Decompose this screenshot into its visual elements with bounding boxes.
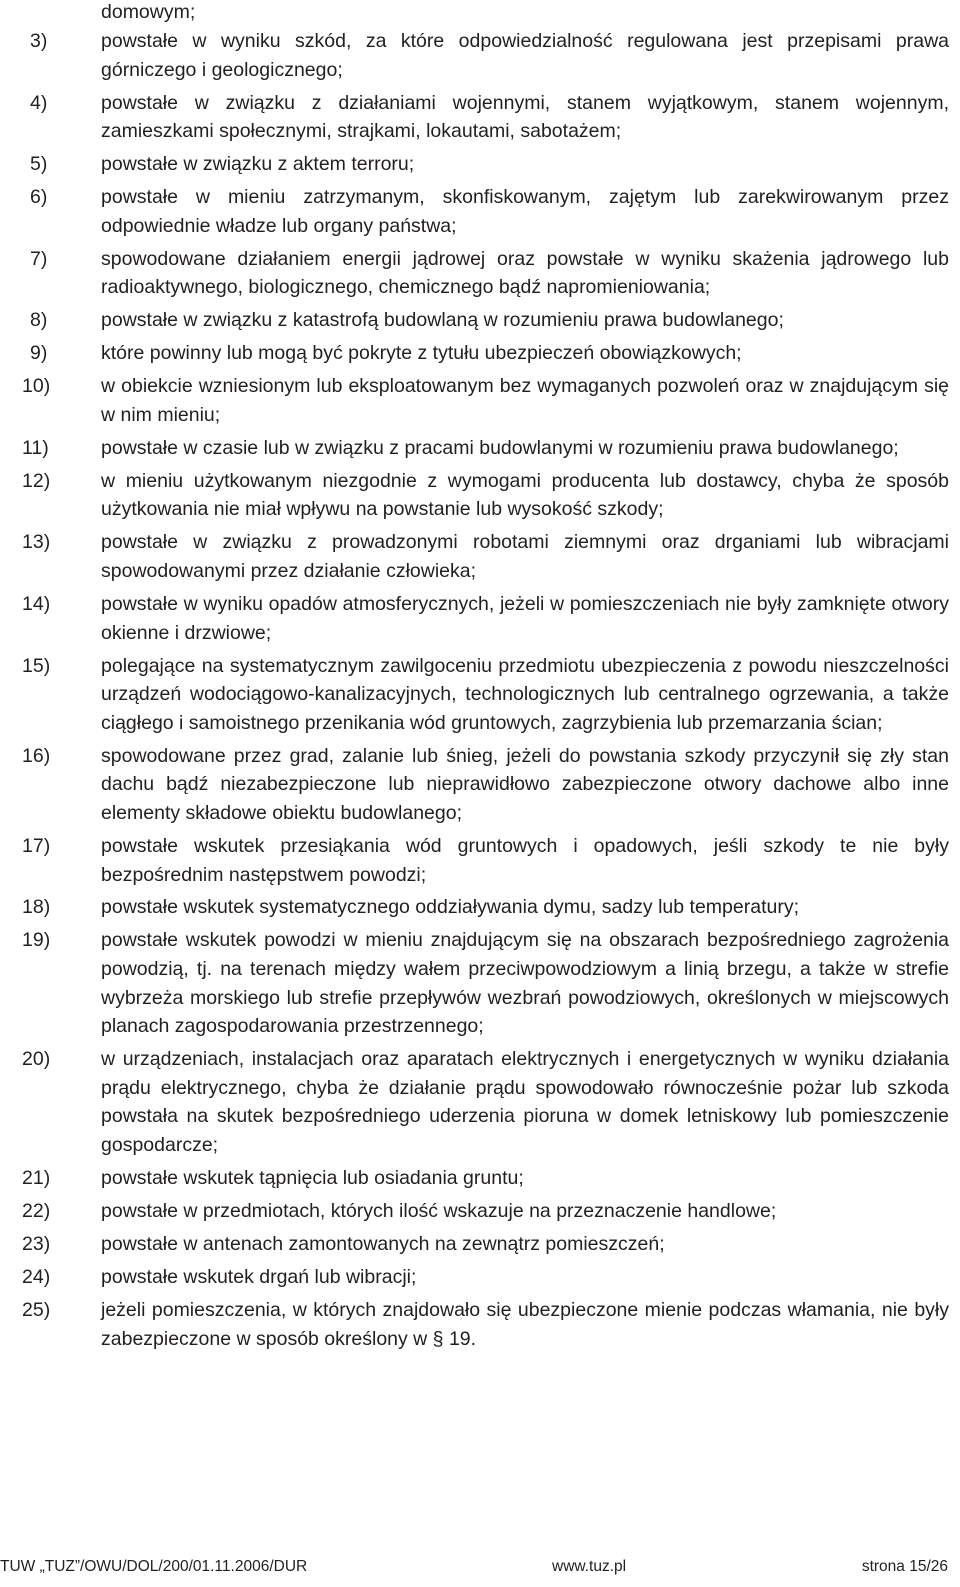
list-item-text: spowodowane przez grad, zalanie lub śnieg, jeżeli do powstania szkody przyczynił się zły stan dachu bądź niezabezpieczone lub nieprawidłowo zabezpieczone otwory dachowe albo inne elementy składowe obiektu budowlanego; <box>101 744 949 824</box>
list-item-number: 24) <box>22 1265 51 1288</box>
list-item <box>0 306 960 335</box>
continuation-text: domowym; <box>101 1 196 23</box>
list-item-text: powstałe w antenach zamontowanych na zewnątrz pomieszczeń; <box>101 1232 665 1255</box>
list-item <box>0 926 960 1040</box>
list-item-text: powstałe w związku z działaniami wojennymi, stanem wyjątkowym, stanem wojennym, zamieszkami społecznymi, strajkami, lokautami, sabotażem; <box>101 91 949 143</box>
list-item <box>0 372 960 429</box>
list-item <box>0 339 960 368</box>
list-item-number: 25) <box>22 1298 51 1321</box>
list-item <box>0 893 960 922</box>
list-item <box>0 150 960 179</box>
list-item <box>0 1164 960 1193</box>
list-item <box>0 1197 960 1226</box>
list-item-text: powstałe w związku z katastrofą budowlaną w rozumieniu prawa budowlanego; <box>101 309 784 332</box>
list-item-number: 5) <box>30 153 48 176</box>
list-item <box>0 1230 960 1259</box>
list-item-number: 6) <box>30 186 48 209</box>
list-item <box>0 652 960 738</box>
list-item-number: 4) <box>30 91 48 114</box>
list-item-number: 20) <box>22 1048 51 1071</box>
list-item-text: polegające na systematycznym zawilgoceniu przedmiotu ubezpieczenia z powodu nieszczelności urządzeń wodociągowo-kanalizacyjnych, technologicznych lub centralnego ogrzewania, a także ciągłego i samoistnego przenikania wód gruntowych, zagrzybienia lub przemarzania ścian; <box>101 654 949 734</box>
list-item-text: spowodowane działaniem energii jądrowej oraz powstałe w wyniku skażenia jądrowego lub radioaktywnego, biologicznego, chemicznego bądź napromieniowania; <box>101 247 949 299</box>
list-item-text: powstałe wskutek tąpnięcia lub osiadania gruntu; <box>101 1167 524 1189</box>
list-item <box>0 245 960 302</box>
list-item-text: które powinny lub mogą być pokryte z tytułu ubezpieczeń obowiązkowych; <box>101 342 742 365</box>
list-item-text: w mieniu użytkowanym niezgodnie z wymogami producenta lub dostawcy, chyba że sposób użytkowania nie miał wpływu na powstanie lub wysokość szkody; <box>101 469 949 521</box>
list-item <box>0 742 960 828</box>
list-item-number: 15) <box>22 654 51 677</box>
exclusion-list <box>0 27 960 1358</box>
list-item-number: 22) <box>22 1199 51 1222</box>
list-item-number: 8) <box>30 309 48 332</box>
list-item-text: powstałe w mieniu zatrzymanym, skonfiskowanym, zajętym lub zarekwirowanym przez odpowiednie władze lub organy państwa; <box>101 186 949 237</box>
list-item-text: powstałe wskutek powodzi w mieniu znajdującym się na obszarach bezpośredniego zagrożenia powodzią, tj. na terenach między wałem przeciwpowodziowym a linią brzegu, a także w strefie wybrzeża morskiego lub strefie przepływów wezbrań powodziowych, określonych w miejscowych planach zagospodarowania przestrzennego; <box>101 929 949 1038</box>
list-item-number: 19) <box>22 929 51 952</box>
list-item <box>0 27 960 84</box>
list-item-text: powstałe wskutek systematycznego oddziaływania dymu, sadzy lub temperatury; <box>101 896 799 919</box>
list-item <box>0 832 960 889</box>
list-item-number: 9) <box>30 342 48 365</box>
list-item <box>0 467 960 524</box>
list-item <box>0 1045 960 1159</box>
list-item-number: 21) <box>22 1167 51 1189</box>
list-item-text: powstałe w związku z aktem terroru; <box>101 153 415 176</box>
list-item-text: w obiekcie wzniesionym lub eksploatowanym bez wymaganych pozwoleń oraz w znajdującym się w nim mieniu; <box>101 375 949 426</box>
list-item-number: 12) <box>22 469 51 492</box>
footer-website-link[interactable]: www.tuz.pl <box>552 1558 627 1575</box>
list-item <box>0 1263 960 1292</box>
list-item-text: powstałe w wyniku opadów atmosferycznych, jeżeli w pomieszczeniach nie były zamknięte otwory okienne i drzwiowe; <box>101 592 949 644</box>
list-item-number: 10) <box>22 375 51 398</box>
list-item-number: 16) <box>22 744 51 767</box>
list-item-number: 14) <box>22 592 51 615</box>
list-item-number: 11) <box>22 436 49 459</box>
list-item <box>0 590 960 647</box>
list-item-number: 3) <box>30 30 48 52</box>
list-item-text: powstałe w czasie lub w związku z pracami budowlanymi w rozumieniu prawa budowlanego; <box>101 436 899 459</box>
list-item-number: 18) <box>22 896 51 919</box>
page-footer <box>0 1557 960 1581</box>
list-item-number: 17) <box>22 834 51 857</box>
list-item <box>0 1296 960 1353</box>
list-item-number: 13) <box>22 531 51 554</box>
list-item <box>0 183 960 240</box>
list-item <box>0 528 960 585</box>
list-item-text: powstałe wskutek drgań lub wibracji; <box>101 1265 417 1288</box>
footer-document-reference: TUW „TUZ”/OWU/DOL/200/01.11.2006/DUR <box>0 1558 308 1575</box>
list-item-text: powstałe w związku z prowadzonymi robotami ziemnymi oraz drganiami lub wibracjami spowodowanymi przez działanie człowieka; <box>101 531 949 582</box>
list-item-text: powstałe w przedmiotach, których ilość wskazuje na przeznaczenie handlowe; <box>101 1199 777 1222</box>
list-item <box>0 434 960 463</box>
list-item-text: w urządzeniach, instalacjach oraz aparatach elektrycznych i energetycznych w wyniku działania prądu elektrycznego, chyba że działanie prądu spowodowało równocześnie pożar lub szkoda powstała na skutek bezpośredniego uderzenia pioruna w domek letniskowy lub pomieszczenie gospodarcze; <box>101 1048 949 1157</box>
list-item-number: 23) <box>22 1232 51 1255</box>
list-item-text: jeżeli pomieszczenia, w których znajdowało się ubezpieczone mienie podczas włamania, nie były zabezpieczone w sposób określony w § 19. <box>101 1298 949 1350</box>
list-item-text: powstałe w wyniku szkód, za które odpowiedzialność regulowana jest przepisami prawa górniczego i geologicznego; <box>101 30 949 81</box>
list-item-text: powstałe wskutek przesiąkania wód gruntowych i opadowych, jeśli szkody te nie były bezpośrednim następstwem powodzi; <box>101 834 949 886</box>
footer-page-number: strona 15/26 <box>861 1558 948 1575</box>
list-item <box>0 89 960 146</box>
list-item-number: 7) <box>30 247 48 270</box>
